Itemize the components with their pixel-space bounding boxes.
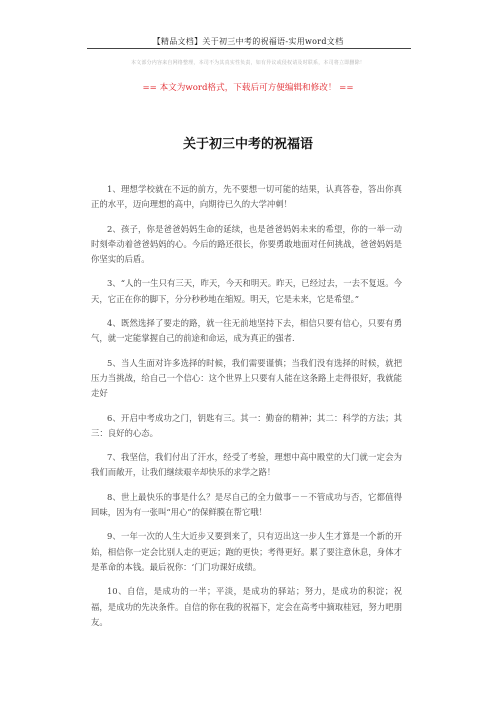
paragraph-1: 1、理想学校就在不远的前方，先不要想一切可能的结果，认真答卷，答出你真正的水平，迈向理想的高中，向期待已久的大学冲刺！ [91,184,402,210]
paragraph-3: 3、“人的一生只有三天，昨天，今天和明天。昨天，已经过去，一去不复返。今天，它正在你的脚下，分分秒秒地在缩短。明天，它是未来，它是希望。” [91,278,402,304]
document-body [91,182,402,639]
paragraph-8: 8、世上最快乐的事是什么？是尽自己的全力做事－－不管成功与否，它都值得回味，因为有一张叫“用心”的保鲜膜在帮它哦！ [91,491,402,518]
paragraph-6: 6、开启中考成功之门，钥匙有三。其一：勤奋的精神；其二：科学的方法；其三：良好的心态。 [91,412,402,438]
paragraph-2: 2、孩子，你是爸爸妈妈生命的延续，也是爸爸妈妈未来的希望，你的一举一动时刻牵动着爸爸妈妈的心。今后的路还很长，你要勇敢地面对任何挑战，爸爸妈妈是你坚实的后盾。 [91,223,402,265]
header-divider [87,48,411,49]
header-title: 【精品文档】关于初三中考的祝福语-实用word文档 [152,37,344,46]
disclaimer-notice: 本文部分内容来自网络整理，本司不为其真实性负责，如有异议或侵权请及时联系，本司将立即删除！ [130,60,365,66]
paragraph-10: 10、自信，是成功的一半；平淡，是成功的驿站；努力，是成功的积淀；祝福，是成功的先决条件。自信的你在我的祝福下，定会在高考中摘取桂冠，努力吧朋友。 [91,586,402,627]
paragraph-9: 9、一年一次的人生大近步又要到来了，只有迈出这一步人生才算是一个新的开始，相信你一定会比别人走的更远；跑的更快；考得更好。累了要注意休息，身体才是革命的本钱。最后祝你：‘门门功课好成绩。 [91,531,402,572]
paragraph-4: 4、既然选择了要走的路，就一往无前地坚持下去，相信只要有信心，只要有勇气，就一定能掌握自己的前途和命运，成为真正的强者. [91,318,402,344]
word-format-notice: == 本文为word格式，下载后可方便编辑和修改！ == [142,83,354,93]
document-title: 关于初三中考的祝福语 [182,137,313,152]
paragraph-5: 5、当人生面对许多选择的时候，我们需要谨慎；当我们没有选择的时候，就把压力当挑战，给自己一个信心：这个世界上只要有人能在这条路上走得很好，我就能走好 [91,357,402,399]
paragraph-7: 7、我坚信，我们付出了汗水，经受了考验，理想中高中殿堂的大门就一定会为我们而敞开，让我们继续艰辛却快乐的求学之路！ [91,452,402,478]
